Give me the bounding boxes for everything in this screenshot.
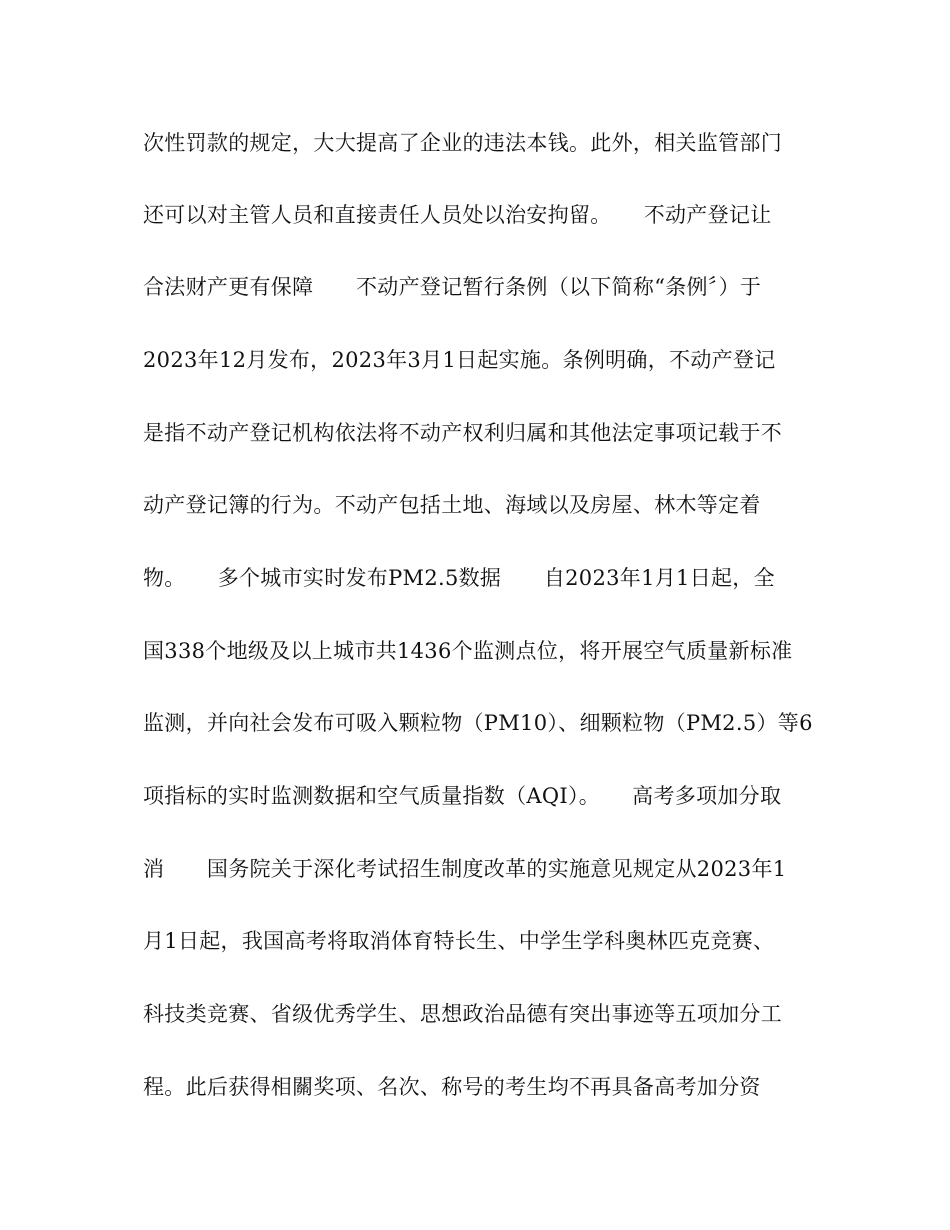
text-line: 月1日起，我国高考将取消体育特长生、中学生学科奥林匹克竞赛、: [143, 929, 775, 953]
text-line: 还可以对主管人员和直接责任人员处以治安拘留。 不动产登记让: [143, 203, 772, 227]
text-line: 合法财产更有保障 不动产登记暂行条例（以下简称“条例〞）于: [143, 275, 762, 299]
text-line: 2023年12月发布，2023年3月1日起实施。条例明确，不动产登记: [143, 348, 776, 372]
text-line: 次性罚款的规定，大大提高了企业的违法本钱。此外，相关监管部门: [143, 131, 782, 155]
text-line: 动产登记簿的行为。不动产包括土地、海域以及房屋、林木等定着: [143, 493, 761, 517]
text-line: 监测，并向社会发布可吸入颗粒物（PM10）、细颗粒物（PM2.5）等6: [143, 711, 813, 735]
text-line: 项指标的实时监测数据和空气质量指数（AQI）。 高考多项加分取: [143, 784, 782, 808]
text-line: 消 国务院关于深化考试招生制度改革的实施意见规定从2023年1: [143, 857, 787, 881]
text-line: 程。此后获得相關奖项、名次、称号的考生均不再具备高考加分资: [143, 1075, 761, 1099]
text-line: 是指不动产登记机构依法将不动产权利归属和其他法定事项记载于不: [143, 421, 782, 445]
text-line: 物。 多个城市实时发布PM2.5数据 自2023年1月1日起，全: [143, 566, 775, 590]
text-line: 国338个地级及以上城市共1436个监测点位，将开展空气质量新标准: [143, 639, 793, 663]
text-line: 科技类竞赛、省级优秀学生、思想政治品德有突出事迹等五项加分工: [143, 1002, 782, 1026]
